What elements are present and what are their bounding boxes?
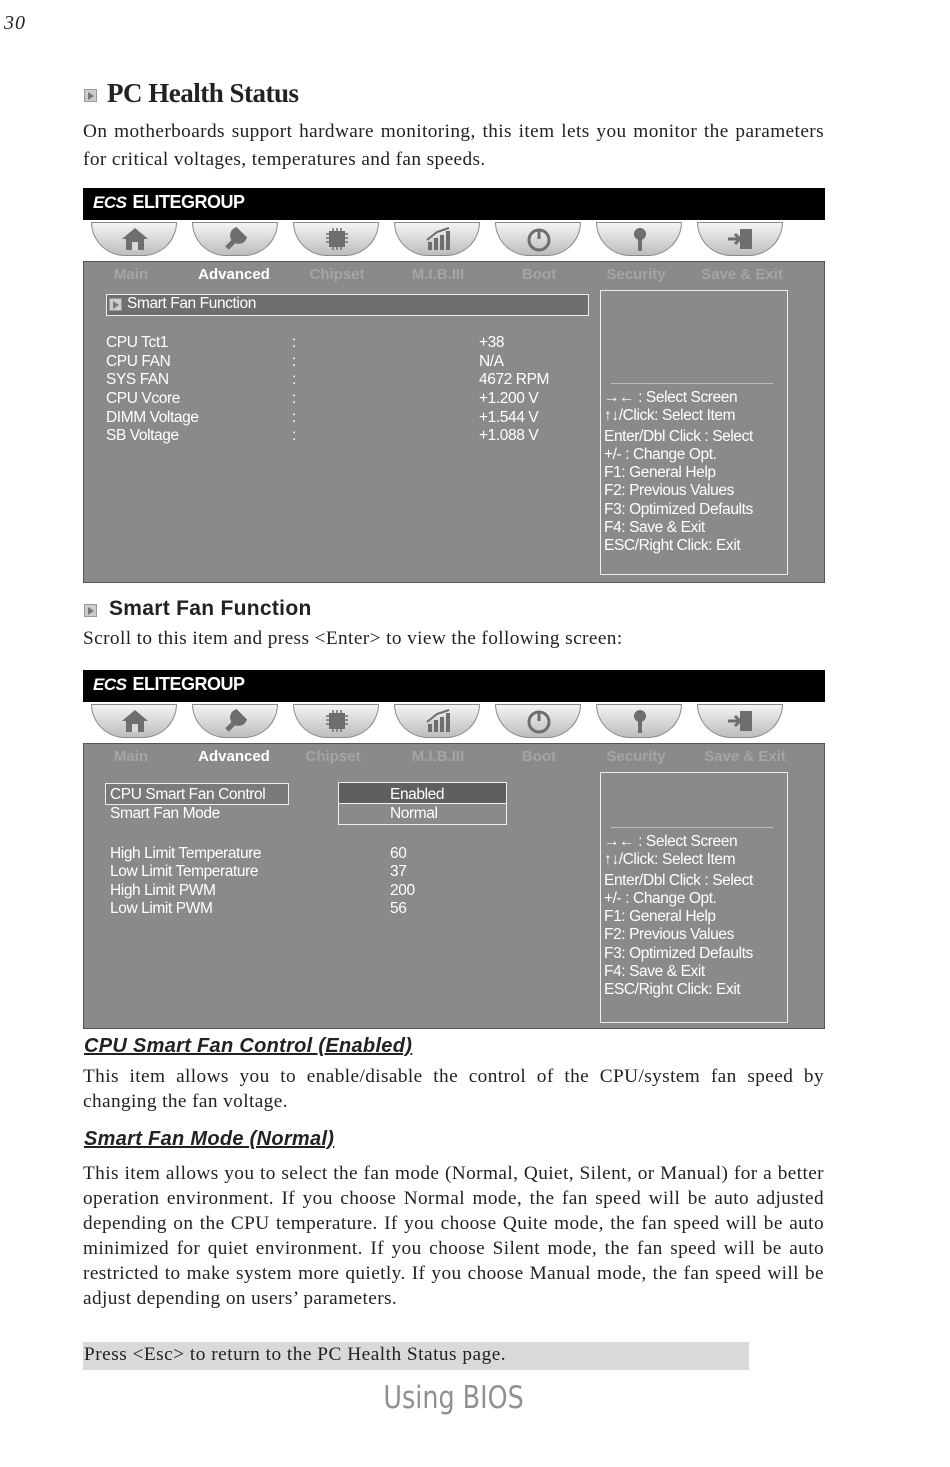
option-label[interactable]: Smart Fan Mode [110, 805, 220, 822]
tab-chipset[interactable]: Chipset [309, 266, 365, 283]
tab-main[interactable]: Main [113, 266, 149, 283]
tab-mib[interactable]: M.I.B.III [411, 266, 465, 283]
brand-logo: ECS ELITEGROUP [93, 192, 245, 212]
help-line: F4: Save & Exit [604, 963, 705, 980]
tab-mib[interactable]: M.I.B.III [411, 748, 465, 765]
row-label: High Limit PWM [110, 882, 216, 899]
tab-advanced[interactable]: Advanced [198, 748, 270, 765]
section-title: PC Health Status [107, 78, 299, 108]
tab-security[interactable]: Security [606, 266, 666, 283]
row-value: N/A [479, 353, 504, 370]
row-label: SB Voltage [106, 427, 179, 444]
row-value: 200 [390, 882, 415, 899]
row-label: Low Limit PWM [110, 900, 213, 917]
help-line: +/- : Change Opt. [604, 446, 717, 463]
page-number: 30 [4, 12, 26, 34]
item-desc-smart-fan-mode: This item allows you to select the fan mode (Normal, Quiet, Silent, or Manual) for a better operation environment. If you choose Normal mode, the fan speed will be auto adjusted depending on the CPU temperature. If you choose Quite mode, the fan speed will be auto minimized for quiet environment. If you choose Silent mode, the fan speed will be auto restricted to make system more quietly. If you choose Manual mode, the fan speed will be adjust depending on users’ parameters. [83, 1163, 824, 1309]
submenu-label[interactable]: Smart Fan Function [127, 295, 256, 312]
bios-header-bar [83, 670, 825, 702]
intro-paragraph: On motherboards support hardware monitoring, this item lets you monitor the parameters for critical voltages, temperatures and fan speeds. [83, 121, 824, 170]
item-title-cpu-smart-fan-control: CPU Smart Fan Control (Enabled) [84, 1035, 413, 1057]
tab-chipset[interactable]: Chipset [305, 748, 361, 765]
row-value: 60 [390, 845, 407, 862]
footer-chapter-title: Using BIOS [383, 1380, 524, 1416]
row-sep: : [292, 371, 296, 388]
help-line: F1: General Help [604, 908, 716, 925]
row-sep: : [292, 409, 296, 426]
bios-screen-health [83, 188, 825, 582]
row-sep: : [292, 334, 296, 351]
row-value: 4672 RPM [479, 371, 550, 388]
help-line: ↑↓/Click: Select Item [604, 851, 736, 868]
row-sep: : [292, 390, 296, 407]
submenu-arrow-icon [109, 298, 122, 311]
help-line: ↑↓/Click: Select Item [604, 407, 736, 424]
subsection-intro: Scroll to this item and press <Enter> to view the following screen: [83, 628, 623, 649]
row-value: +1.544 V [479, 409, 539, 426]
help-line: F2: Previous Values [604, 926, 734, 943]
subsection-bullet-icon [84, 604, 97, 617]
help-line: F3: Optimized Defaults [604, 945, 753, 962]
row-sep: : [292, 353, 296, 370]
tab-save-exit[interactable]: Save & Exit [701, 266, 783, 283]
row-value: +1.088 V [479, 427, 539, 444]
option-value[interactable]: Enabled [390, 786, 445, 803]
tab-security[interactable]: Security [606, 748, 666, 765]
option-label[interactable]: CPU Smart Fan Control [110, 786, 266, 803]
row-value: +38 [479, 334, 505, 351]
row-label: SYS FAN [106, 371, 169, 388]
row-label: CPU FAN [106, 353, 171, 370]
section-bullet-icon [84, 89, 97, 102]
tab-save-exit[interactable]: Save & Exit [704, 748, 786, 765]
row-value: +1.200 V [479, 390, 539, 407]
item-title-smart-fan-mode: Smart Fan Mode (Normal) [84, 1128, 335, 1150]
tab-advanced[interactable]: Advanced [198, 266, 270, 283]
help-line: +/- : Change Opt. [604, 890, 717, 907]
help-line: F2: Previous Values [604, 482, 734, 499]
brand-logo: ECS ELITEGROUP [93, 674, 245, 694]
help-line: F1: General Help [604, 464, 716, 481]
tab-boot[interactable]: Boot [521, 266, 557, 283]
help-line: F4: Save & Exit [604, 519, 705, 536]
help-line: ESC/Right Click: Exit [604, 981, 741, 998]
row-label: CPU Vcore [106, 390, 180, 407]
tab-boot[interactable]: Boot [521, 748, 557, 765]
row-value: 37 [390, 863, 407, 880]
note-text: Press <Esc> to return to the PC Health Status page. [84, 1344, 507, 1365]
row-sep: : [292, 427, 296, 444]
row-value: 56 [390, 900, 407, 917]
item-desc-cpu-smart-fan-control: This item allows you to enable/disable the control of the CPU/system fan speed by changing the fan voltage. [83, 1066, 824, 1112]
help-divider [611, 383, 773, 384]
bios-screen-smart-fan [83, 670, 825, 1028]
option-value[interactable]: Normal [390, 805, 438, 822]
row-label: CPU Tct1 [106, 334, 168, 351]
row-label: DIMM Voltage [106, 409, 199, 426]
subsection-title: Smart Fan Function [109, 597, 312, 620]
tab-main[interactable]: Main [113, 748, 149, 765]
bios-header-bar [83, 188, 825, 220]
help-line: Enter/Dbl Click : Select [604, 872, 753, 889]
help-divider [611, 827, 773, 828]
help-line: →← : Select Screen [604, 833, 738, 850]
help-line: →← : Select Screen [604, 389, 738, 406]
row-label: Low Limit Temperature [110, 863, 259, 880]
help-line: F3: Optimized Defaults [604, 501, 753, 518]
help-line: ESC/Right Click: Exit [604, 537, 741, 554]
row-label: High Limit Temperature [110, 845, 262, 862]
help-line: Enter/Dbl Click : Select [604, 428, 753, 445]
